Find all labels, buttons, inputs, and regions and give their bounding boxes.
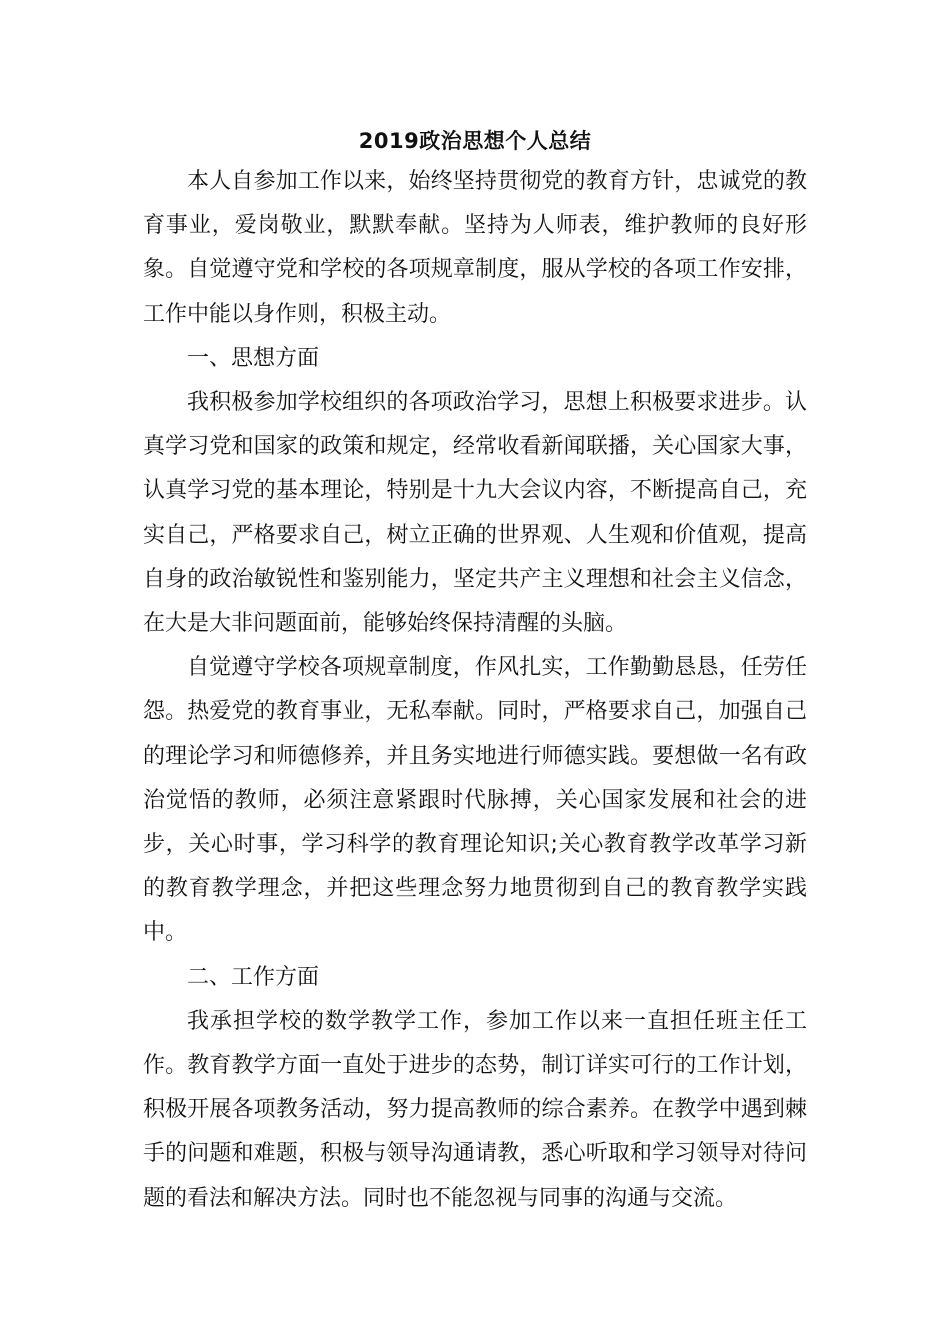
section-heading-thought: 一、思想方面 bbox=[187, 345, 320, 371]
intro-paragraph: 本人自参加工作以来，始终坚持贯彻党的教育方针，忠诚党的教育事业，爱岗敬业，默默奉献。坚持为人师表，维护教师的良好形象。自觉遵守党和学校的各项规章制度，服从学校的各项工作安排，工作中能以身作则，积极主动。 bbox=[143, 169, 807, 327]
thought-paragraph-2: 自觉遵守学校各项规章制度，作风扎实，工作勤勤恳恳，任劳任怨。热爱党的教育事业，无私奉献。同时，严格要求自己，加强自己的理论学习和师德修养，并且务实地进行师德实践。要想做一名有政治觉悟的教师，必须注意紧跟时代脉搏，关心国家发展和社会的进步，关心时事，学习科学的教育理论知识;关心教育教学改革学习新的教育教学理念，并把这些理念努力地贯彻到自己的教育教学实践中。 bbox=[143, 655, 807, 946]
work-paragraph-1: 我承担学校的数学教学工作，参加工作以来一直担任班主任工作。教育教学方面一直处于进步的态势，制订详实可行的工作计划，积极开展各项教务活动，努力提高教师的综合素养。在教学中遇到棘手的问题和难题，积极与领导沟通请教，悉心听取和学习领导对待问题的看法和解决方法。同时也不能忽视与同事的沟通与交流。 bbox=[143, 1008, 807, 1211]
document-body bbox=[143, 122, 807, 1221]
section-heading-work: 二、工作方面 bbox=[187, 964, 320, 990]
document-title: 2019政治思想个人总结 bbox=[358, 129, 592, 153]
thought-paragraph-1: 我积极参加学校组织的各项政治学习，思想上积极要求进步。认真学习党和国家的政策和规定，经常收看新闻联播，关心国家大事，认真学习党的基本理论，特别是十九大会议内容，不断提高自己，充实自己，严格要求自己，树立正确的世界观、人生观和价值观，提高自身的政治敏锐性和鉴别能力，坚定共产主义理想和社会主义信念，在大是大非问题面前，能够始终保持清醒的头脑。 bbox=[143, 390, 807, 637]
